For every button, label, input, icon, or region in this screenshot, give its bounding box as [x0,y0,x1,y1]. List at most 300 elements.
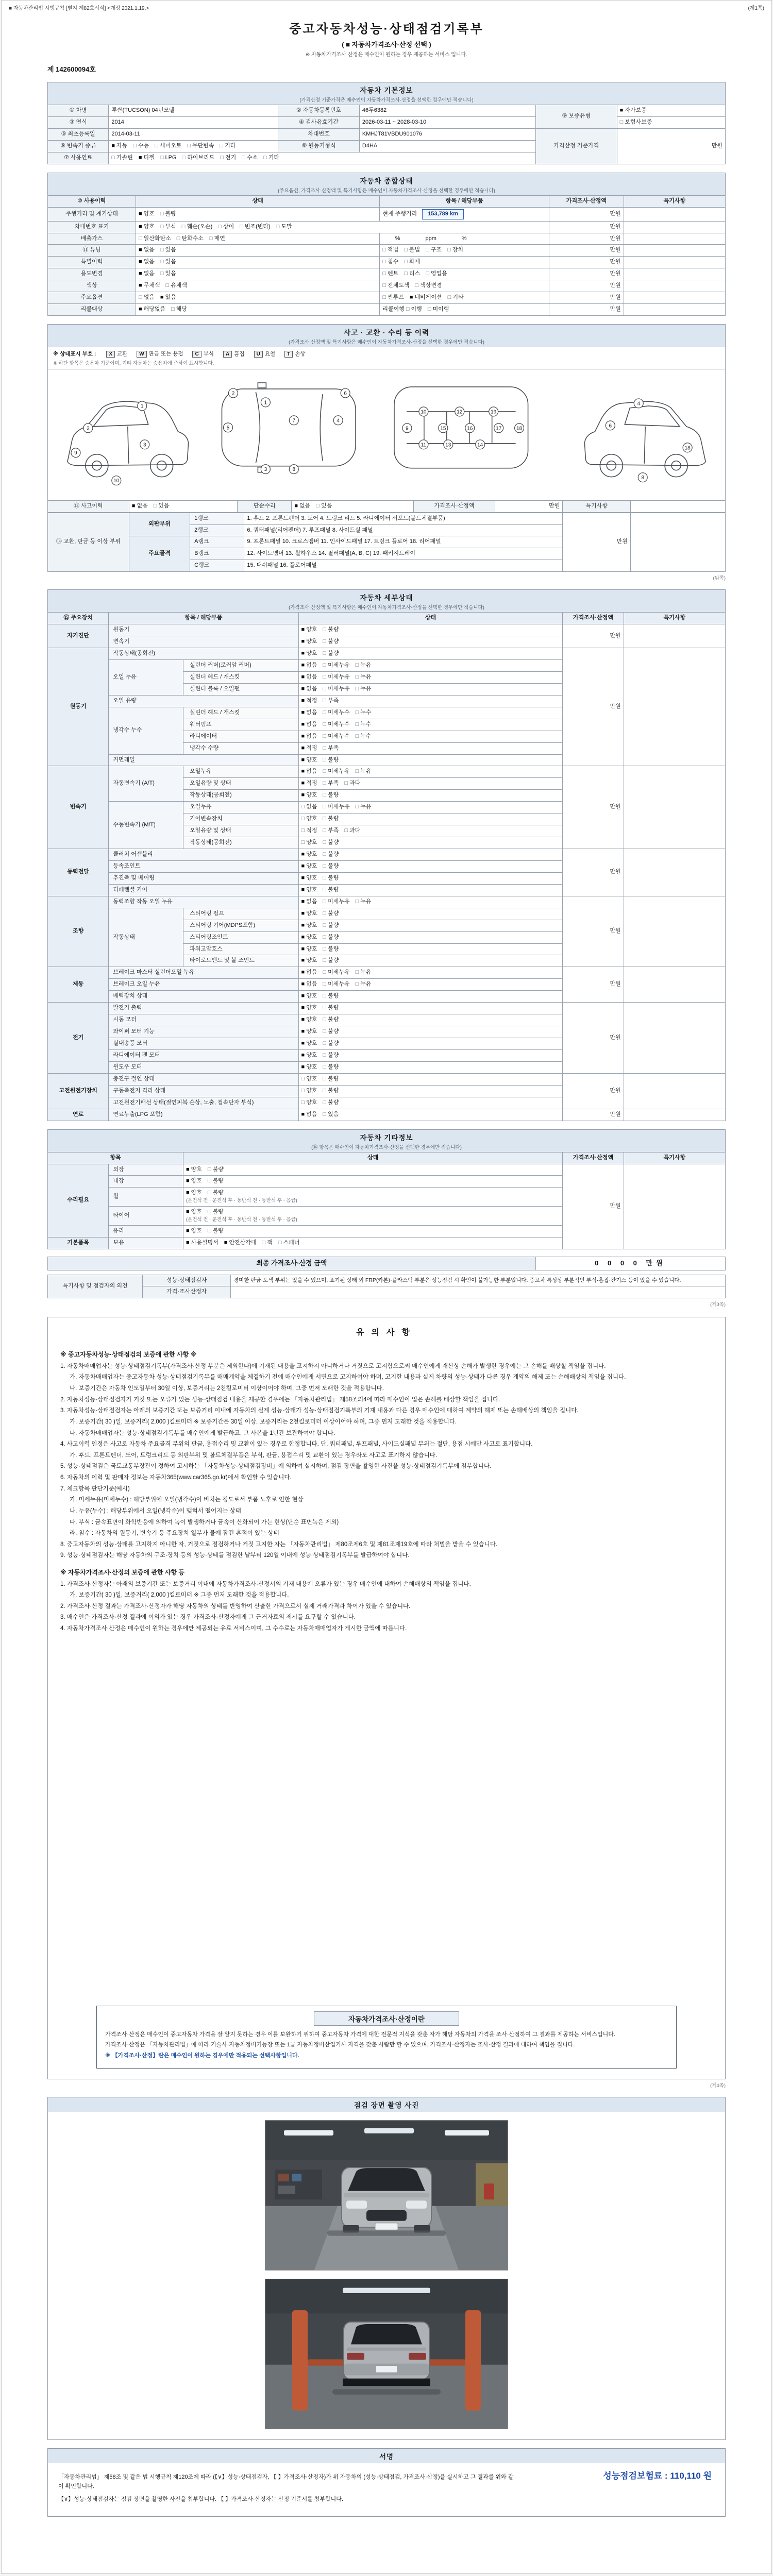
unchecked-box-icon: □ [323,898,327,905]
column-header: 항목 / 해당부품 [380,195,549,207]
column-header: 항목 / 해당부품 [109,613,298,624]
checkbox-option: □ 미세누수 [323,721,350,727]
cell [298,624,563,636]
checkbox-option: □ 불량 [323,851,339,858]
cell: 브레이크 오일 누유 [109,979,298,991]
unchecked-box-icon: □ [427,306,431,313]
column-header: 특기사항 [624,195,725,207]
checkbox-option: ■ 없음 [294,502,311,509]
cell: 현재 주행거리 153,789 km [380,207,549,221]
state-code-icon: T [284,351,293,358]
price-appraisal-info-box [96,2006,677,2069]
checkbox-option: □ 과다 [344,780,361,787]
state-code-icon: A [223,351,232,358]
unchecked-box-icon: □ [323,721,327,727]
unchecked-box-icon: □ [323,662,327,669]
checked-box-icon: ■ [301,922,305,928]
checkbox-option: ■ 없음 [301,709,317,716]
cell [380,257,549,268]
part-number-badge [489,407,498,416]
checkbox-option: ■ 양호 [301,957,317,964]
section-title: 자동차 세부상태 [360,594,413,602]
cell: % ppm % [380,233,549,245]
basic-info-table [47,105,726,164]
checkbox-option: □ 누유 [355,898,372,905]
unchecked-box-icon: □ [278,1239,282,1246]
section-title: 점검 장면 촬영 사진 [354,2102,419,2110]
table-row [48,245,726,257]
checked-box-icon: ■ [224,1239,228,1246]
table-row [48,304,726,316]
checkbox-option: □ 구조 [426,247,442,253]
cell: 만원 [563,648,624,766]
cell [298,908,563,920]
car-outline-top-body [222,383,356,472]
svg-text:10: 10 [421,409,427,415]
page-mark: (제4쪽) [710,2083,726,2089]
cell: 내장 [109,1176,183,1188]
cell: 전기 [48,1003,109,1074]
cell: 만원 [563,1109,624,1121]
cell: 가격산정 기준가격 [535,128,617,164]
notice-section-header: ※ 중고자동차성능·상태점검의 보증에 관한 사항 ※ [60,1351,197,1359]
svg-text:4: 4 [637,401,641,407]
cell [298,731,563,742]
cell: 2014-03-11 [109,128,278,140]
part-number-badge [465,423,475,433]
checked-box-icon: ■ [138,210,142,217]
part-number-badge [494,423,503,433]
cell: 발전기 출력 [109,1003,298,1014]
unchecked-box-icon: □ [323,638,327,645]
cell [624,304,725,316]
unchecked-box-icon: □ [262,1239,266,1246]
unchecked-box-icon: □ [316,502,320,509]
checked-box-icon: ■ [301,934,305,940]
checkbox-option: □ 미세누수 [323,709,350,716]
checkbox-option: □ 누유 [355,662,372,669]
unchecked-box-icon: □ [382,247,386,253]
checked-box-icon: ■ [111,142,115,149]
checkbox-option: ■ 양호 [301,886,317,893]
checkbox-option: □ 있음 [160,270,176,277]
cell: 46두6382 [359,105,535,117]
checkbox-option: ■ 없음 [301,969,317,976]
checkbox-option: □ 불량 [323,922,339,928]
notice-paragraph: 8. 중고자동차의 성능·상태를 고지하지 아니한 자, 거짓으로 점검하거나 거짓 고지한 자는 「자동차관리법」 제80조제6호 및 제81조제19호에 따라 처벌을 받을 수 있습니다. [60,1541,498,1548]
svg-text:5: 5 [226,425,230,431]
checkbox-option: □ 불량 [323,626,339,633]
document-number: 제 142600094호 [47,65,96,73]
checked-box-icon: ■ [301,1016,305,1023]
section-basic-info [47,82,726,164]
part-number-badge [223,423,232,432]
cell [136,233,379,245]
part-number-badge [138,401,147,411]
cell: 실린더 블록 / 오일팬 [183,683,298,695]
table-row [48,195,726,207]
unchecked-box-icon: □ [323,910,327,917]
cell [109,152,535,164]
price-appraisal-info-line: ※ 【가격조사·산정】란은 매수인이 원하는 경우에만 적용되는 선택사항입니다. [105,2052,299,2059]
svg-text:7: 7 [292,418,296,424]
cell [298,979,563,991]
checked-box-icon: ■ [301,626,305,633]
checked-box-icon: ■ [301,1111,305,1117]
checkbox-option: □ 부식 [160,223,176,230]
svg-text:12: 12 [457,409,463,415]
checkbox-option: □ 불량 [323,945,339,952]
cell [298,1097,563,1109]
unchecked-box-icon: □ [323,874,327,881]
checked-box-icon: ■ [138,306,142,313]
svg-text:11: 11 [421,442,427,448]
checkbox-option: □ 불량 [323,839,339,846]
checked-box-icon: ■ [301,756,305,763]
cell: 실린더 헤드 / 개스킷 [183,671,298,683]
checkbox-option: □ 미세누유 [323,673,350,680]
cell [298,671,563,683]
misc-info-table [47,1152,726,1249]
cell: 용도변경 [48,268,136,280]
svg-text:9: 9 [406,426,409,432]
cell [298,825,563,837]
cell: 주행거리 및 계기상태 [48,207,136,221]
checkbox-option: □ 없음 [138,294,155,301]
unchecked-box-icon: □ [218,223,222,230]
cell [298,636,563,648]
notice-paragraph: 나. 누유(누수) : 해당부위에서 오일(냉각수)이 맺혀서 떨어지는 상태 [70,1507,241,1514]
unchecked-box-icon: □ [426,247,429,253]
checkbox-option: □ 있음 [153,502,170,509]
cell: 만원 [549,292,624,304]
cell: 만원 [563,896,624,967]
cell: ⑬ 사고이력 [48,500,129,512]
cell: 6. 쿼터패널(리어펜더) 7. 루프패널 8. 사이드실 패널 [244,524,563,536]
cell-subtext: (운전석 전 · 운전석 후 · 동반석 전 · 동반석 후 · 응급) [186,1198,297,1204]
unchecked-box-icon: □ [323,792,327,799]
checkbox-option: ■ 자동 [111,142,128,149]
checkbox-option: □ 침수 [382,259,399,265]
table-row [48,766,726,778]
unchecked-box-icon: □ [355,673,359,680]
checkbox-option: ■ 안전삼각대 [224,1239,257,1246]
cell [298,778,563,790]
column-header: 가격조사·산정액 [563,1152,624,1164]
unchecked-box-icon: □ [323,685,327,692]
checkbox-option: □ 해당 [171,306,188,313]
unchecked-box-icon: □ [323,1005,327,1011]
top-meta [2,1,771,11]
part-number-badge [289,416,298,425]
notice-paragraph: 가. 보증기간( 30 )일, 보증거리( 2,000 )킬로미터 ※ 그중 먼저 도래한 것을 적용합니다. [70,1592,289,1599]
svg-text:3: 3 [264,467,267,473]
cell: 충전구 절연 상태 [109,1073,298,1085]
cell: 차대번호 [278,128,360,140]
unchecked-box-icon: □ [160,223,164,230]
checked-box-icon: ■ [301,1052,305,1058]
section-header [47,82,726,105]
checkbox-option: ■ 무채색 [138,282,160,289]
checkbox-option: □ 수소 [242,154,258,161]
checkbox-option: ■ 양호 [301,1005,317,1011]
unchecked-box-icon: □ [138,294,142,301]
checked-box-icon: ■ [619,107,624,113]
unchecked-box-icon: □ [382,294,386,301]
column-header: 가격조사·산정액 [549,195,624,207]
part-number-badge [112,476,121,485]
detailed-condition-table [47,612,726,1121]
cell [624,624,725,648]
table-row [48,513,726,524]
cell [136,268,379,280]
table-row [48,1073,726,1085]
legend-items [106,350,305,358]
checked-box-icon: ■ [301,910,305,917]
section-header [47,324,726,347]
checkbox-option: ■ 없음 [301,768,317,775]
cell: 만원 [549,207,624,221]
table-row [48,128,726,140]
unchecked-box-icon: □ [323,744,327,751]
checkbox-option: □ 훼손(오손) [181,223,213,230]
unchecked-box-icon: □ [207,1209,211,1215]
unchecked-box-icon: □ [382,270,386,277]
notice-paragraph: 9. 성능·상태점검자는 해당 자동차의 구조·장치 등의 성능·상태를 점검한 날부터 120일 이내에 성능·상태점검기록부를 발급하여야 합니다. [60,1552,410,1559]
cell [630,513,725,572]
unchecked-box-icon: □ [242,154,245,161]
checkbox-option: □ 누유 [355,685,372,692]
unchecked-box-icon: □ [382,259,386,265]
checked-box-icon: ■ [301,969,305,976]
page-mark: (뒤쪽) [713,575,726,582]
cell: 원동기 [48,648,109,766]
notice-paragraph: 나. 보증기간은 자동차 인도일부터 30일 이상, 보증거리는 2천킬로미터 이상이어야 하며, 그중 먼저 도래한 것을 적용합니다. [70,1385,384,1392]
checked-box-icon: ■ [186,1178,190,1184]
checkbox-option: ■ 없음 [301,673,317,680]
cell [298,695,563,707]
checked-box-icon: ■ [138,282,142,289]
unchecked-box-icon: □ [153,502,157,509]
cell: 특별이력 [48,257,136,268]
checkbox-option: ■ 자가보증 [619,107,647,113]
unchecked-box-icon: □ [323,1016,327,1023]
unchecked-box-icon: □ [323,626,327,633]
unchecked-box-icon: □ [160,210,164,217]
unchecked-box-icon: □ [301,1087,305,1094]
cell: 만원 [549,245,624,257]
cell [298,1014,563,1026]
cell: 리콜이행 □ 이행 □ 미이행 [380,304,549,316]
checkbox-option: ■ 없음 [138,259,155,265]
svg-text:1: 1 [264,400,267,406]
cell [624,268,725,280]
cell: 윈도우 모터 [109,1061,298,1073]
page-subtitle-note: ※ 자동차가격조사·산정은 매수인이 원하는 경우 제공하는 서비스 입니다. [305,52,468,58]
cell [136,207,379,221]
table-row [48,1286,726,1298]
checked-box-icon: ■ [301,744,305,751]
cell: 2랭크 [190,524,244,536]
section-title: 사고 · 교환 · 수리 등 이력 [344,329,429,337]
cell: 만원 [563,513,631,572]
cell: 만원 [617,128,725,164]
cell: 오일유량 및 상태 [183,778,298,790]
section-title: 자동차 종합상태 [360,177,413,185]
cell: 시동 모터 [109,1014,298,1026]
cell [624,257,725,268]
checkbox-option: □ 양호 [301,839,317,846]
car-outline-top-frame [394,387,528,468]
table-row [48,896,726,908]
table-row [48,233,726,245]
checkbox-option: □ 불량 [323,910,339,917]
cell [298,1038,563,1050]
unchecked-box-icon: □ [447,247,451,253]
checked-box-icon: ■ [301,650,305,657]
unchecked-box-icon: □ [406,306,410,313]
checkbox-option: □ 상이 [218,223,234,230]
checkbox-option: □ 불량 [323,756,339,763]
section-overall-condition [47,173,726,316]
cell [380,245,549,257]
cell [298,991,563,1003]
checkbox-option: □ 불량 [323,1063,339,1070]
checkbox-option: ■ 없음 [301,981,317,988]
unchecked-box-icon: □ [171,306,175,313]
opinion-header: 특기사항 및 점검자의 의견 [48,1275,143,1298]
cell: 자기진단 [48,624,109,648]
cell: ⑨ 보증유형 [535,105,617,129]
cell-subtext: (운전석 전 · 운전석 후 · 동반석 전 · 동반석 후 · 응급) [186,1217,297,1223]
checkbox-option: ■ 양호 [186,1209,202,1215]
unchecked-box-icon: □ [426,270,429,277]
checked-box-icon: ■ [294,502,298,509]
checkbox-option: ■ 없음 [138,270,155,277]
checkbox-option: □ 미세누유 [323,981,350,988]
column-header: 가격조사·산정액 [563,613,624,624]
cell: 구동축전지 격리 상태 [109,1085,298,1097]
cell: 가격조사·산정액 [414,500,495,512]
signature-attachment-note: 【∨】성능·상태점검자는 점검 장면을 촬영한 사진을 첨부합니다. 【 】가격조사·산정자는 산정 기준서를 첨부합니다. [58,2496,343,2502]
cell [624,292,725,304]
state-code-icon: C [192,351,201,358]
cell: 2026-03-11 ~ 2028-03-10 [359,116,535,128]
part-number-badge [289,465,298,474]
checkbox-option: □ 불량 [323,1052,339,1058]
cell: 동력조향 작동 오일 누유 [109,896,298,908]
unchecked-box-icon: □ [404,247,408,253]
unchecked-box-icon: □ [111,154,115,161]
unchecked-box-icon: □ [220,142,224,149]
checkbox-option: ■ 양호 [301,792,317,799]
cell [624,1073,725,1109]
cell: 주요골격 [129,536,190,572]
table-row [48,613,726,624]
cell: ⑪ 튜닝 [48,245,136,257]
inspector-opinion-table [47,1275,726,1299]
part-number-badge [228,388,238,398]
cell: KMHJT81VBDU901076 [359,128,535,140]
unchecked-box-icon: □ [301,1099,305,1106]
unchecked-box-icon: □ [176,235,180,242]
cell: 오일 유량 [109,695,298,707]
section-title: 서명 [379,2453,394,2461]
checked-box-icon: ■ [301,1028,305,1035]
unchecked-box-icon: □ [355,709,359,716]
checkbox-option: □ 색상변경 [415,282,442,289]
checked-box-icon: ■ [301,898,305,905]
unchecked-box-icon: □ [181,223,186,230]
cell: 보유 [109,1237,183,1249]
legend-item: W 판금 또는 용접 [137,350,183,358]
odometer-value: 153,789 km [422,209,464,219]
cell: 기어변속장치 [183,814,298,825]
cell: 추진축 및 베어링 [109,872,298,884]
price-appraisal-info-lines [105,2030,668,2061]
cell: ③ 연식 [48,116,109,128]
checkbox-option: □ 불량 [323,1075,339,1082]
unchecked-box-icon: □ [323,1099,327,1106]
cell [183,1237,562,1249]
cell: 12. 사이드멤버 13. 휠하우스 14. 필러패널(A, B, C) 19. 패키지트레이 [244,548,563,560]
cell: 특기사항 [563,500,631,512]
cell: 브레이크 마스터 실린더오일 누유 [109,967,298,979]
part-number-badge [606,421,615,430]
part-number-badge [402,423,412,433]
section-signature [47,2448,726,2517]
unchecked-box-icon: □ [619,118,624,125]
checkbox-option: □ 불량 [323,1087,339,1094]
checkbox-option: ■ 없음 [138,247,155,253]
notice-paragraph: 가. 자동차매매업자는 중고자동차 성능·상태점검기록부를 매매계약을 체결하기 전에 매수인에게 서면으로 고지하여야 하며, 고지한 내용과 실제 차량의 성능·상태가 다른 경우 계약의 해제 또는 손해배상의 책임을 집니다. [70,1374,626,1381]
checkbox-option: □ 도말 [276,223,292,230]
unchecked-box-icon: □ [323,673,327,680]
section-note: (가격조사·산정액 및 특기사항은 매수인이 자동차가격조사·산정을 선택한 경우에만 적습니다) [289,340,484,346]
checkbox-option: ■ 양호 [301,1052,317,1058]
checkbox-option: □ 누유 [355,768,372,775]
unchecked-box-icon: □ [323,709,327,716]
checkbox-option: ■ 적정 [301,744,317,751]
notice-section-header: ※ 자동차가격조사·산정의 보증에 관한 사항 등 [60,1569,184,1577]
checkbox-option: □ 있음 [323,1111,339,1117]
unchecked-box-icon: □ [355,981,359,988]
cell: 연료누출(LPG 포함) [109,1109,298,1121]
checked-box-icon: ■ [301,733,305,739]
part-number-badge [419,407,428,416]
legend-note: ※ 하단 항목은 승용차 기준이며, 기타 자동차는 승용차에 준하여 표시합니다. [47,359,726,369]
car-diagram-panel [47,369,726,500]
checkbox-option: ■ 양호 [138,210,155,217]
checkbox-option: □ 불량 [323,874,339,881]
cell: 기본품목 [48,1237,109,1249]
inspection-photo-rear [265,2279,508,2429]
unchecked-box-icon: □ [323,981,327,988]
unchecked-box-icon: □ [447,294,451,301]
svg-text:18: 18 [516,426,523,432]
cell: 자동변속기 (A/T) [109,766,183,802]
cell: 만원 [563,849,624,896]
checkbox-option: □ 영업용 [426,270,447,277]
checkbox-option: ■ 양호 [301,1063,317,1070]
cell [298,742,563,754]
checkbox-option: ■ 양호 [186,1227,202,1234]
svg-text:18: 18 [684,445,691,451]
checkbox-option: □ 있음 [160,259,176,265]
unchecked-box-icon: □ [323,733,327,739]
checkbox-option: □ 없음 [301,804,317,810]
unchecked-box-icon: □ [323,650,327,657]
